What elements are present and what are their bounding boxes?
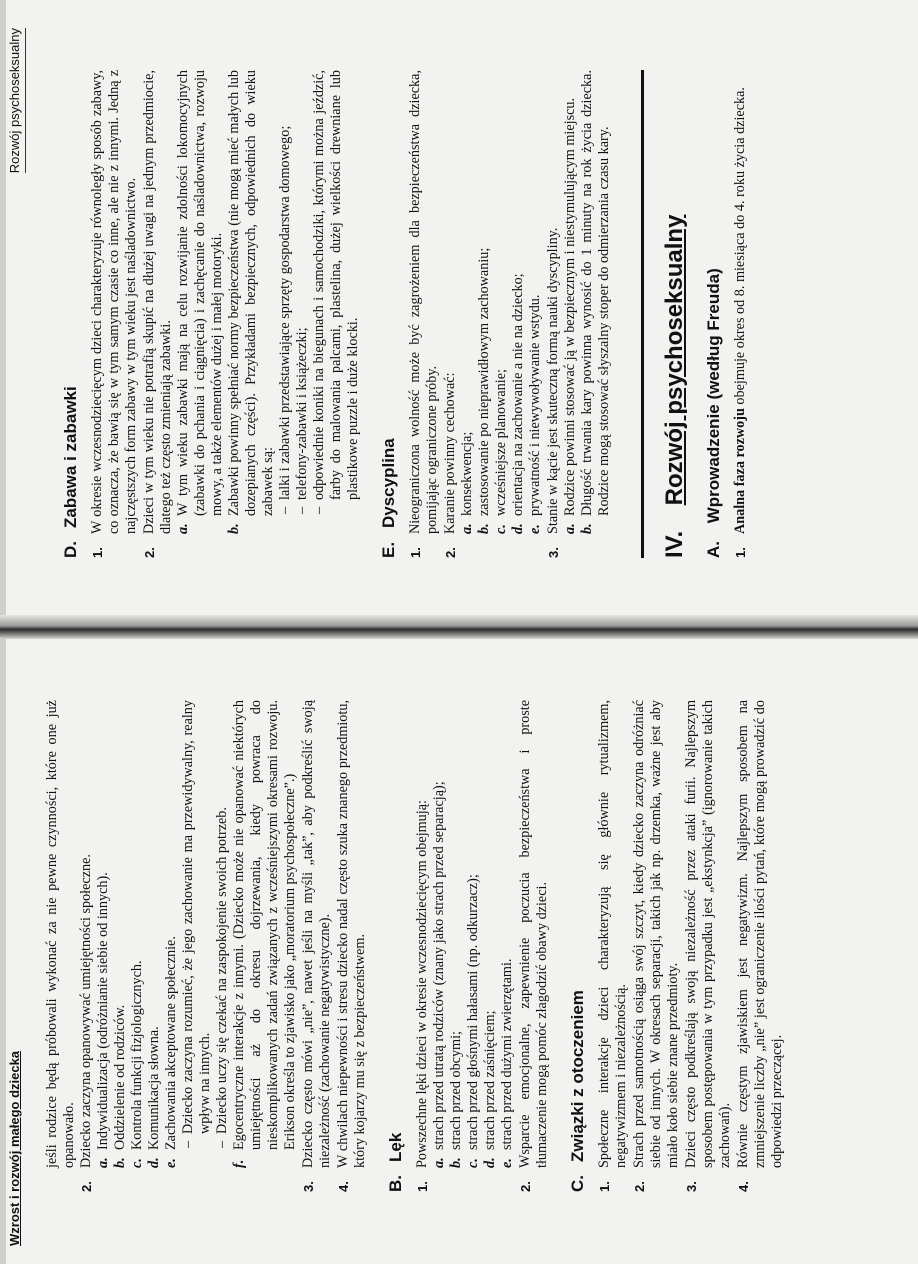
sub-list-item — [465, 700, 482, 1168]
lead-paragraph: jeśli rodzice będą próbowali wykonać za nie pewne czynności, które one już opanowało. — [44, 700, 77, 1168]
chapter-title: Rozwój psychoseksualny — [661, 214, 688, 506]
list-item — [141, 70, 362, 558]
dash-list — [277, 70, 362, 516]
page-wzrost-i-rozwoj — [0, 642, 918, 1262]
item-text: Karanie powinny cechować: — [442, 372, 458, 534]
list-item — [78, 700, 299, 1192]
sub-list-item — [226, 70, 362, 534]
sub-list — [562, 70, 613, 534]
sub-list-item — [482, 700, 499, 1168]
sub-item-letter: a. — [431, 1157, 447, 1168]
sub-item-letter: d. — [510, 523, 526, 534]
running-head: Wzrost i rozwój małego dziecka — [7, 1050, 22, 1246]
item-term: Analna faza rozwoju — [732, 408, 748, 534]
list-item — [545, 70, 613, 558]
numbered-list — [596, 700, 786, 1192]
section-letter: B. — [386, 1175, 405, 1192]
item-text: Wsparcie emocjonalne, zapewnienie poczucia bezpieczeństwa i proste tłumaczenie mogą pomóc złagodzić obawy dzieci. — [517, 700, 550, 1168]
sub-item-letter: f. — [231, 1159, 247, 1168]
top-sections — [62, 70, 613, 558]
item-number: 2. — [79, 1181, 94, 1192]
list-item — [732, 70, 749, 558]
item-number: 1. — [408, 547, 423, 558]
item-text: Równie częstym zjawiskiem jest negatywizm. Najlepszym sposobem na zmniejszenie liczby „nie” jest ograniczenie ilości pytań, które mogą prowadzić do odpowiedzi przeczącej. — [735, 700, 785, 1168]
sub-item-text: Zabawki powinny spełniać normy bezpieczeństwa (nie mogą mieć małych lub dozepianych części). Przykładami bezpiecznych, odpowiednich do wieku zabawek są: — [226, 70, 276, 516]
sub-item-text: Rodzice powinni stosować ją w bezpiecznym i niestymulującym miejscu. — [562, 97, 578, 516]
dash-list-item: – Dziecko uczy się czekać na zaspokojenie swoich potrzeb. — [214, 700, 231, 1134]
numbered-list — [89, 70, 362, 558]
sub-list-item — [493, 70, 510, 534]
sub-item-letter: a. — [562, 523, 578, 534]
list-item — [407, 70, 441, 558]
item-number: 4. — [336, 1181, 351, 1192]
section-letter: C. — [568, 1175, 587, 1192]
item-number: 3. — [684, 1181, 699, 1192]
list-item — [442, 70, 544, 558]
sub-item-text: strach przed utratą rodziców (znany jako strach przed separacją); — [431, 781, 447, 1150]
sub-item-letter: a. — [175, 523, 191, 534]
dash-list — [180, 700, 231, 1150]
item-text: W okresie wczesnodziecięcym dzieci charakteryzuje równoległy sposób zabawy, co oznacza, że bawią się w tym samym czasie co inne, ale nie z innymi. Jedną z najczęstszych form zabawy w tym wieku jest naśladownictwo. — [89, 70, 139, 534]
item-text: Strach przed samotnością osiąga swój szczyt, kiedy dziecko zaczyna odróżniać siebie od innych. W okresach separacji, takich jak np. drzemka, ważne jest aby miało koło siebie znane przedmioty. — [631, 700, 681, 1168]
sub-list-item — [510, 70, 527, 534]
sub-list-item — [431, 700, 448, 1168]
item-number: 1. — [415, 1181, 430, 1192]
sub-item-text: konsekwencja; — [459, 431, 475, 516]
section-title: Związki z otoczeniem — [568, 990, 587, 1162]
sub-item-text: Kontrola funkcji fizjologicznych. — [129, 960, 145, 1150]
page-rozwoj-psychoseksualny — [0, 12, 918, 610]
item-text: Dziecko zaczyna opanowywać umiejętności społeczne. — [78, 854, 94, 1168]
sub-list — [175, 70, 362, 534]
sub-item-text: strach przed zaśnięciem; — [482, 1010, 498, 1150]
list-item — [300, 700, 334, 1192]
item-number: 3. — [546, 547, 561, 558]
running-head: Rozwój psychoseksualny — [6, 28, 26, 173]
item-number: 1. — [733, 547, 748, 558]
sub-item-text: Długość trwania kary powinna wynosić do 1 minuty na rok życia dziecka. Rodzice mogą stosować słyszalny stoper do odmierzania czasu kary. — [579, 70, 612, 516]
sub-item-text: Indywidualizacja (odróżnianie siebie od innych). — [95, 872, 111, 1150]
numbered-list — [78, 700, 369, 1192]
numbered-list — [407, 70, 613, 558]
section-heading — [569, 700, 586, 1192]
sub-list-item — [146, 700, 163, 1168]
section-letter: E. — [379, 541, 398, 558]
dash-list-item: – lalki i zabawki przedstawiające sprzęty gospodarstwa domowego; — [277, 70, 294, 500]
sub-item-text: wcześniejsze planowanie; — [493, 369, 509, 516]
chapter-heading — [641, 70, 687, 558]
sub-item-text: prywatność i niewywoływanie wstydu. — [527, 294, 543, 516]
sub-item-letter: d. — [146, 1157, 162, 1168]
bottom-top-items — [78, 700, 369, 1192]
section-letter: A. — [704, 541, 723, 558]
item-text: Dzieci często podkreślają swoją niezależność przez ataki furii. Najlepszym sposobem postępowania w tym przypadku jest „ekstynkcja” (ignorowanie takich zachowań). — [683, 700, 733, 1168]
dash-list-item: – telefony-zabawki i książeczki; — [294, 70, 311, 500]
dash-list-item: – Dziecko zaczyna rozumieć, że jego zachowanie ma przewidywalny, realny wpływ na innych. — [180, 700, 214, 1134]
list-item — [517, 700, 551, 1192]
sub-list-item — [175, 70, 226, 534]
sub-item-text: strach przed głośnymi hałasami (np. odkurzacz); — [465, 874, 481, 1150]
section-letter: D. — [61, 541, 80, 558]
sub-item-letter: b. — [226, 523, 242, 534]
list-item — [683, 700, 734, 1192]
item-number: 2. — [443, 547, 458, 558]
sub-item-letter: b. — [476, 523, 492, 534]
sub-item-letter: e. — [163, 1158, 179, 1168]
list-item — [596, 700, 630, 1192]
list-item — [631, 700, 682, 1192]
sub-list-item — [527, 70, 544, 534]
item-text: Społeczne interakcje dzieci charakteryzują się głównie rytualizmem, negatywizmem i niezależnością. — [596, 700, 629, 1168]
sub-item-text: orientacja na zachowanie a nie na dziecko; — [510, 273, 526, 516]
sub-list-item — [562, 70, 579, 534]
sub-item-letter: b. — [112, 1157, 128, 1168]
sub-list-item — [448, 700, 465, 1168]
list-item — [335, 700, 369, 1192]
sub-list-item — [231, 700, 299, 1168]
item-number: 1. — [597, 1181, 612, 1192]
section-title: Lęk — [386, 1132, 405, 1162]
list-item — [89, 70, 140, 558]
bottom-sections — [387, 700, 786, 1192]
sub-list — [95, 700, 299, 1168]
item-text: obejmuje okres od 8. miesiąca do 4. roku życia dziecka. — [732, 87, 748, 409]
sub-list-item — [459, 70, 476, 534]
list-item — [735, 700, 786, 1192]
sub-list-item — [95, 700, 112, 1168]
sub-item-text: Zachowania akceptowane społecznie. — [163, 936, 179, 1150]
sub-list-item — [163, 700, 231, 1168]
sub-list — [459, 70, 544, 534]
sub-item-text: strach przed obcymi; — [448, 1031, 464, 1150]
section-heading — [705, 70, 722, 558]
sub-item-letter: b. — [579, 523, 595, 534]
numbered-list — [414, 700, 551, 1192]
sub-list — [431, 700, 516, 1168]
item-text: Powszechne lęki dzieci w okresie wczesnodziecięcym obejmują: — [414, 800, 430, 1168]
numbered-list — [732, 70, 749, 558]
sub-list-item — [579, 70, 613, 534]
item-text: W chwilach niepewności i stresu dziecko nadal często szuka znanego przedmiotu, który kojarzy mu się z bezpieczeństwem. — [335, 700, 368, 1168]
item-text: Dziecko często mówi „nie”, nawet jeśli na myśli „tak”, aby podkreślić swoją niezależność (zachowanie negatywistyczne). — [300, 700, 333, 1168]
sub-list-item — [129, 700, 146, 1168]
sub-list-item — [499, 700, 516, 1168]
sub-item-letter: c. — [493, 524, 509, 534]
section-title: Dyscyplina — [379, 438, 398, 528]
sub-item-letter: c. — [465, 1158, 481, 1168]
sub-item-letter: a. — [95, 1157, 111, 1168]
sub-item-letter: e. — [499, 1158, 515, 1168]
item-text: Stanie w kącie jest skuteczną formą nauki dyscypliny. — [545, 227, 561, 534]
sub-item-letter: a. — [459, 523, 475, 534]
list-item — [414, 700, 516, 1192]
item-number: 4. — [736, 1181, 751, 1192]
section-heading — [380, 70, 397, 558]
sub-item-text: zastosowanie po nieprawidłowym zachowaniu; — [476, 247, 492, 516]
item-text: Dzieci w tym wieku nie potrafią skupić na dłużej uwagi na jednym przedmiocie, dlatego też często zmieniają zabawki. — [141, 70, 174, 534]
sub-item-text: strach przed dużymi zwierzętami. — [499, 958, 515, 1150]
item-number: 3. — [301, 1181, 316, 1192]
sub-item-letter: c. — [129, 1158, 145, 1168]
sub-item-text: W tym wieku zabawki mają na celu rozwijanie zdolności lokomocyjnych (zabawki do pchania i ciągnięcia) i zachęcanie do naśladownictwa, rozwoju mowy, a także elementów dużej i małej motoryki. — [175, 70, 225, 516]
section-heading — [387, 700, 404, 1192]
sub-item-letter: b. — [448, 1157, 464, 1168]
sub-item-text: Egocentryczne interakcje z innymi. (Dziecko może nie opanować niektórych umiejętności aż do okresu dojrzewania, kiedy powraca do nieskomplikowanych zadań związanych z wcześniejszymi okresami rozwoju. Erikson określa to zjawisko jako „moratorium psychospołeczne”.) — [231, 700, 298, 1150]
book-gutter — [0, 615, 918, 639]
item-number: 2. — [632, 1181, 647, 1192]
sub-list-item — [112, 700, 129, 1168]
item-text: Nieograniczona wolność może być zagrożeniem dla bezpieczeństwa dziecka, pomijając ograniczone próby. — [407, 70, 440, 534]
sub-list-item — [476, 70, 493, 534]
chapter-number: IV. — [661, 530, 688, 558]
section-title: Wprowadzenie (według Freuda) — [704, 268, 723, 524]
item-number: 2. — [518, 1181, 533, 1192]
sub-item-text: Oddzielenie od rodziców. — [112, 1004, 128, 1150]
item-number: 2. — [142, 547, 157, 558]
dash-list-item: – odpowiednie koniki na biegunach i samochodziki, którymi można jeździć, farby do malowania palcami, plastelina, dużej wielkości drewniane lub plastikowe puzzle i duże klocki. — [311, 70, 362, 500]
section-heading — [62, 70, 79, 558]
sub-item-letter: d. — [482, 1157, 498, 1168]
item-number: 1. — [90, 547, 105, 558]
section-title: Zabawa i zabawki — [61, 386, 80, 528]
sub-item-text: Komunikacja słowna. — [146, 1026, 162, 1150]
sub-item-letter: e. — [527, 524, 543, 534]
